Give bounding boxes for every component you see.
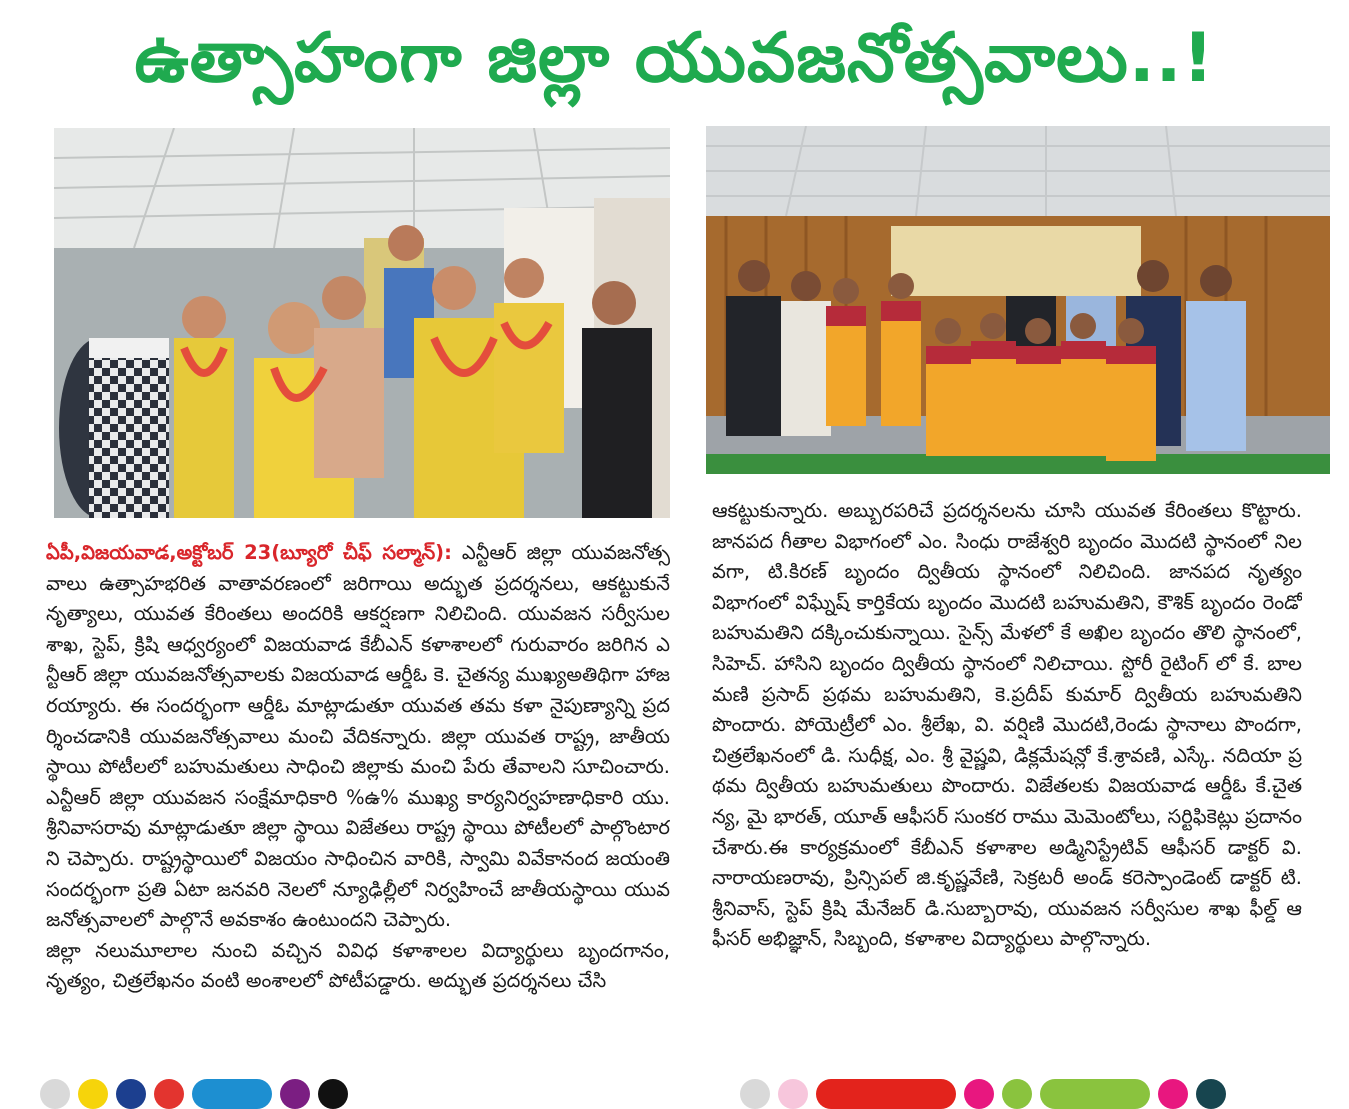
article-paragraph-1 xyxy=(46,538,670,936)
color-swatch xyxy=(816,1079,956,1109)
color-swatch xyxy=(740,1079,770,1109)
color-swatch xyxy=(1040,1079,1150,1109)
color-swatch xyxy=(40,1079,70,1109)
article-lead-text: ఎన్టీఆర్ జిల్లా యువజనోత్సవాలు ఉత్సాహభరిత వాతావరణంలో జరిగాయి అద్భుత ప్రదర్శనలు, ఆకట్టుకునే నృత్యాలు, యువత కేరింతలు అందరికి ఆకర్షణగా నిలిచింది. యువజన సర్వీసుల శాఖ, స్టెప్, క్రిషి ఆధ్వర్యంలో విజయవాడ కేబీఎన్ కళాశాలలో గురువారం జరిగిన ఎన్టీఆర్ జిల్లా యువజనోత్సవాలకు విజయవాడ ఆర్డీఓ కె. చైతన్య ముఖ్యఅతిథిగా హాజరయ్యారు. ఈ సందర్భంగా ఆర్డీఓ మాట్లాడుతూ యువత తమ కళా నైపుణ్యాన్ని ప్రదర్శించడానికి యువజనోత్సవాలు మంచి వేదికన్నారు. జిల్లా యువత రాష్ట్ర, జాతీయస్థాయి పోటీలలో బహుమతులు సాధించి జిల్లాకు మంచి పేరు తేవాలని సూచించారు.ఎన్టీఆర్ జిల్లా యువజన సంక్షేమాధికారి %ఉ% ముఖ్య కార్యనిర్వహణాధికారి యు. శ్రీనివాసరావు మాట్లాడుతూ జిల్లా స్థాయి విజేతలు రాష్ట్ర స్థాయి పోటీలలో పాల్గొంటారని చెప్పారు. రాష్ట్రస్థాయిలో విజయం సాధించిన వారికి, స్వామి వివేకానంద జయంతి సందర్భంగా ప్రతి ఏటా జనవరి నెలలో న్యూఢిల్లీలో నిర్వహించే జాతీయస్థాయి యువజనోత్సవాలలో పాల్గొనే అవకాశం ఉంటుందని చెప్పారు. xyxy=(46,541,670,932)
article-column-left xyxy=(46,538,670,1068)
photo-group-stage xyxy=(706,126,1330,474)
color-swatch xyxy=(778,1079,808,1109)
color-swatch xyxy=(78,1079,108,1109)
article-paragraph-3: ఆకట్టుకున్నారు. అబ్బురపరిచే ప్రదర్శనలను చూసి యువత కేరింతలు కొట్టారు.జానపద గీతాల విభాగంలో ఎం. సింధు రాజేశ్వరి బృందం మొదటి స్థానంలో నిలవగా, టి.కిరణ్ బృందం ద్వితీయ స్థానంలో నిలిచింది. జానపద నృత్యం విభాగంలో విఘ్నేష్ కార్తికేయ బృందం మొదటి బహుమతిని, కౌశిక్ బృందం రెండో బహుమతిని దక్కించుకున్నాయి. సైన్స్ మేళలో కే అఖిల బృందం తొలి స్థానంలో, సిహెచ్. హాసిని బృందం ద్వితీయ స్థానంలో నిలిచాయి. స్టోరీ రైటింగ్ లో కే. బాల మణి ప్రసాద్ ప్రథమ బహుమతిని, కె.ప్రదీప్ కుమార్ ద్వితీయ బహుమతిని పొందారు. పోయెట్రీలో ఎం. శ్రీలేఖ, వి. వర్షిణి మొదటి,రెండు స్థానాలు పొందగా, చిత్రలేఖనంలో డి. సుధీక్ష, ఎం. శ్రీ వైష్ణవి, డిక్లమేషన్లో కే.శ్రావణి, ఎస్కే. నదియా ప్రథమ ద్వితీయ బహుమతులు పొందారు. విజేతలకు విజయవాడ ఆర్డీఓ కే.చైతన్య, మై భారత్, యూత్ ఆఫీసర్ సుంకర రాము మెమెంటోలు, సర్టిఫికెట్లు ప్రదానం చేశారు.ఈ కార్యక్రమంలో కేబీఎన్ కళాశాల అడ్మినిస్ట్రేటివ్ ఆఫీసర్ డాక్టర్ వి.నారాయణరావు, ప్రిన్సిపల్ జి.కృష్ణవేణి, సెక్రటరీ అండ్ కరెస్పాండెంట్ డాక్టర్ టి. శ్రీనివాస్, స్టెప్ క్రిషి మేనేజర్ డి.సుబ్బారావు, యువజన సర్వీసుల శాఖ ఫీల్డ్ ఆఫీసర్ అభిజ్ఞాన్, సిబ్బంది, కళాశాల విద్యార్థులు పాల్గొన్నారు. xyxy=(712,499,1302,951)
color-registration-bar-left xyxy=(40,1079,400,1099)
dateline: ఏపీ,విజయవాడ,అక్టోబర్ 23(బ్యూరో చీఫ్ సల్మాన్): xyxy=(46,541,452,564)
color-swatch xyxy=(154,1079,184,1109)
headline: ఉత్సాహంగా జిల్లా యువజనోత్సవాలు..! xyxy=(134,19,1215,98)
color-swatch xyxy=(318,1079,348,1109)
color-swatch xyxy=(116,1079,146,1109)
color-swatch xyxy=(280,1079,310,1109)
article-column-right xyxy=(712,496,1302,1036)
color-swatch xyxy=(1196,1079,1226,1109)
photo-dancers xyxy=(54,128,670,518)
color-registration-bar-right xyxy=(740,1079,1280,1099)
color-swatch xyxy=(192,1079,272,1109)
color-swatch xyxy=(1002,1079,1032,1109)
color-swatch xyxy=(964,1079,994,1109)
article-paragraph-2: జిల్లా నలుమూలాల నుంచి వచ్చిన వివిధ కళాశాలల విద్యార్థులు బృందగానం, నృత్యం, చిత్రలేఖనం వంటి అంశాలలో పోటీపడ్డారు. అద్భుత ప్రదర్శనలు చేసి xyxy=(46,938,670,993)
color-swatch xyxy=(1158,1079,1188,1109)
